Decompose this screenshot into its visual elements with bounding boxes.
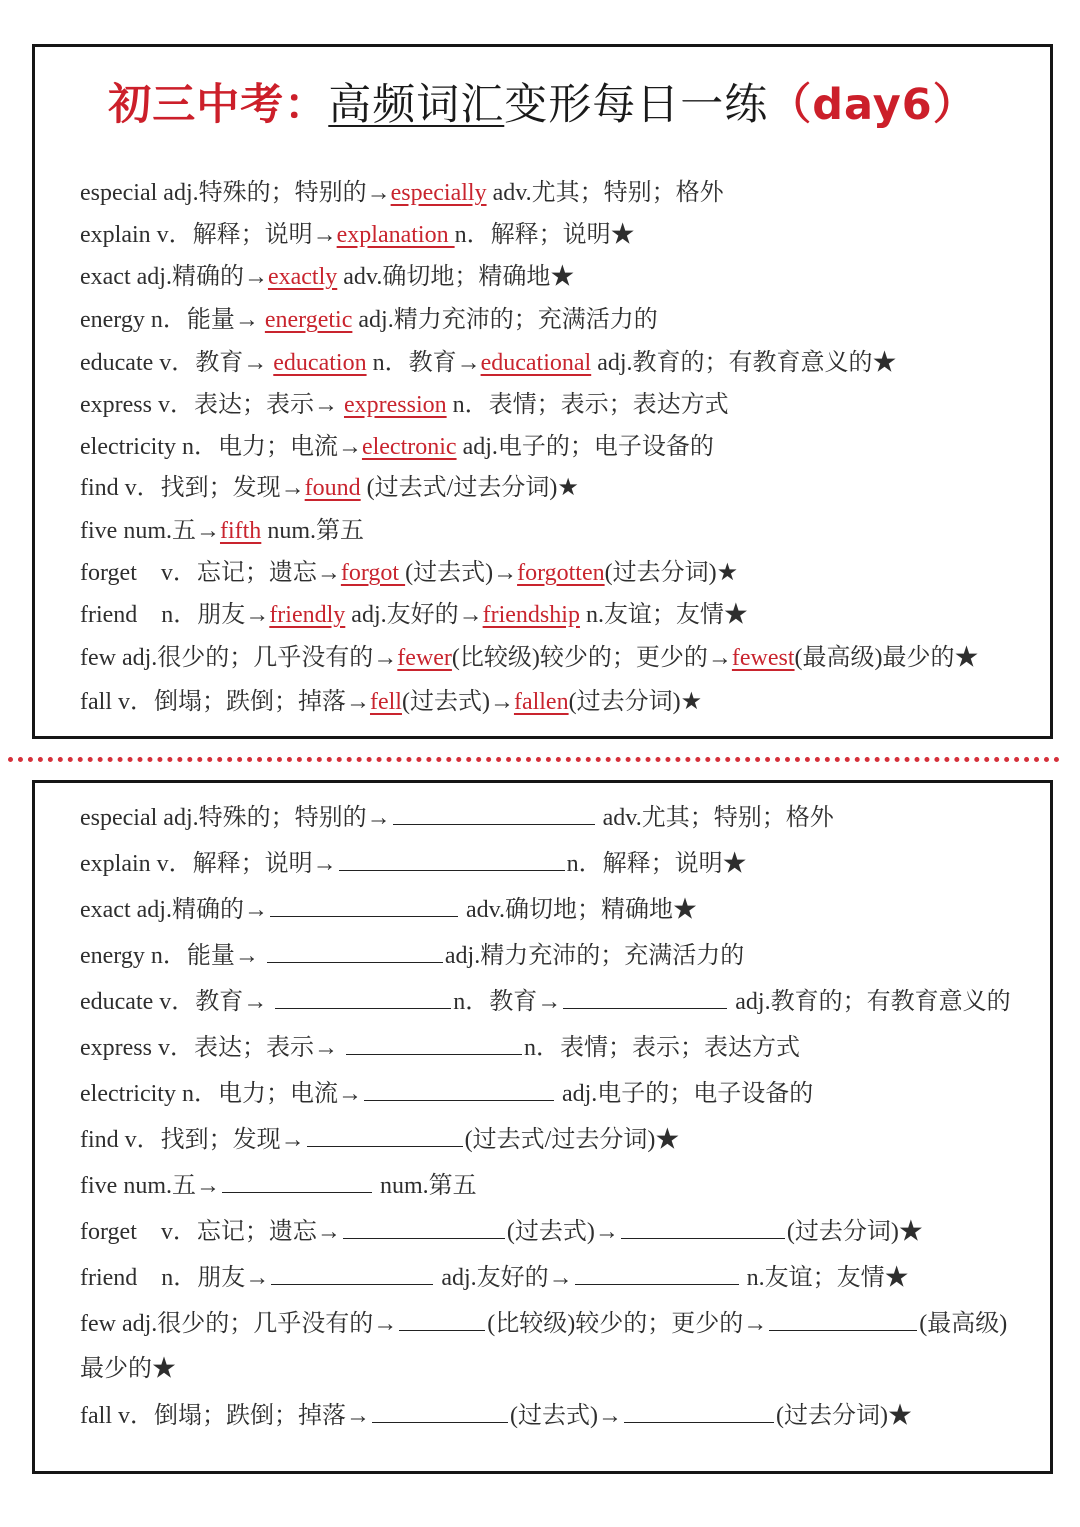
- title-middle: 变形每日一练: [504, 80, 769, 130]
- answer-row-few: few adj.很少的；几乎没有的→fewer(比较级)较少的；更少的→fewest(最高级)最少的★: [80, 645, 979, 671]
- answer-word: friendly: [269, 602, 346, 628]
- answer-blank[interactable]: [621, 1216, 785, 1239]
- answer-word: found: [304, 475, 361, 501]
- answer-blank[interactable]: [270, 894, 458, 917]
- answer-blank[interactable]: [399, 1308, 485, 1331]
- answer-blank[interactable]: [372, 1400, 508, 1423]
- answer-row-educate: educate v．教育→ education n．教育→educational adj.教育的；有教育意义的★: [80, 350, 897, 376]
- answer-blank[interactable]: [393, 802, 595, 825]
- practice-row-especial: especial adj.特殊的；特别的→ adv.尤其；特别；格外: [80, 802, 834, 833]
- answer-word: fell: [369, 689, 402, 715]
- answer-blank[interactable]: [275, 986, 451, 1009]
- answer-word: forgot: [340, 560, 406, 586]
- answer-word: exactly: [267, 264, 338, 290]
- practice-row-find: find v．找到；发现→ (过去式/过去分词)★: [80, 1124, 679, 1155]
- answer-row-find: find v．找到；发现→found (过去式/过去分词)★: [80, 475, 579, 501]
- answer-word: electronic: [361, 434, 457, 460]
- answer-row-friend: friend n．朋友→friendly adj.友好的→friendship n.友谊；友情★: [80, 602, 748, 628]
- answer-word: friendship: [482, 602, 580, 628]
- answer-blank[interactable]: [346, 1032, 522, 1055]
- answer-row-forget: forget v．忘记；遗忘→forgot (过去式)→forgotten(过去分词)★: [80, 560, 739, 586]
- answer-blank[interactable]: [575, 1262, 739, 1285]
- practice-row-fall: fall v．倒塌；跌倒；掉落→ (过去式)→ (过去分词)★: [80, 1400, 912, 1431]
- answer-blank[interactable]: [624, 1400, 774, 1423]
- answer-row-electricity: electricity n．电力；电流→electronic adj.电子的；电子设备的: [80, 434, 714, 460]
- answer-word: fewest: [731, 645, 795, 671]
- answer-row-especial: especial adj.特殊的；特别的→especially adv.尤其；特别；格外: [80, 180, 724, 206]
- title-prefix: 初三中考：: [108, 80, 329, 130]
- answer-row-exact: exact adj.精确的→exactly adv.确切地；精确地★: [80, 264, 575, 290]
- practice-row-explain: explain v．解释；说明→ n．解释；说明★: [80, 848, 747, 879]
- answer-word: expression: [343, 392, 447, 418]
- answer-word: education: [273, 350, 367, 376]
- answer-word: fallen: [513, 689, 569, 715]
- answer-word: especially: [390, 180, 487, 206]
- practice-row-friend: friend n．朋友→ adj.友好的→ n.友谊；友情★: [80, 1262, 909, 1293]
- answer-row-fall: fall v．倒塌；跌倒；掉落→fell(过去式)→fallen(过去分词)★: [80, 689, 703, 715]
- practice-row-forget: forget v．忘记；遗忘→ (过去式)→ (过去分词)★: [80, 1216, 923, 1247]
- answer-word: fifth: [219, 518, 262, 544]
- dotted-separator: [8, 757, 1060, 762]
- practice-row-five: five num.五→ num.第五: [80, 1170, 477, 1201]
- answer-blank[interactable]: [769, 1308, 917, 1331]
- practice-row-express: express v．表达；表示→ n．表情；表示；表达方式: [80, 1032, 800, 1063]
- answer-blank[interactable]: [364, 1078, 554, 1101]
- answer-word: energetic: [264, 307, 353, 333]
- page-title: [35, 75, 1050, 135]
- answer-row-express: express v．表达；表示→ expression n．表情；表示；表达方式: [80, 392, 729, 418]
- answer-blank[interactable]: [343, 1216, 505, 1239]
- answer-blank[interactable]: [563, 986, 727, 1009]
- answer-section: [32, 44, 1053, 739]
- answer-blank[interactable]: [267, 940, 443, 963]
- answer-word: fewer: [397, 645, 452, 671]
- answer-word: educational: [480, 350, 592, 376]
- practice-row-few: few adj.很少的；几乎没有的→ (比较级)较少的；更少的→ (最高级): [80, 1308, 1007, 1339]
- answer-blank[interactable]: [222, 1170, 372, 1193]
- practice-row-electricity: electricity n．电力；电流→ adj.电子的；电子设备的: [80, 1078, 813, 1109]
- title-underlined: 高频词汇: [328, 80, 505, 130]
- practice-row-exact: exact adj.精确的→ adv.确切地；精确地★: [80, 894, 697, 925]
- answer-blank[interactable]: [307, 1124, 463, 1147]
- answer-word: explanation: [336, 222, 455, 248]
- answer-blank[interactable]: [271, 1262, 433, 1285]
- practice-row-energy: energy n．能量→ adj.精力充沛的；充满活力的: [80, 940, 744, 971]
- title-suffix: （day6）: [768, 80, 977, 130]
- practice-row-educate: educate v．教育→ n．教育→ adj.教育的；有教育意义的: [80, 986, 1011, 1017]
- practice-row-few-cont: 最少的★: [80, 1356, 176, 1382]
- answer-word: forgotten: [517, 560, 605, 586]
- practice-section: [32, 780, 1053, 1474]
- answer-row-five: five num.五→fifth num.第五: [80, 518, 364, 544]
- answer-row-explain: explain v．解释；说明→explanation n．解释；说明★: [80, 222, 635, 248]
- answer-row-energy: energy n．能量→ energetic adj.精力充沛的；充满活力的: [80, 307, 658, 333]
- answer-blank[interactable]: [339, 848, 565, 871]
